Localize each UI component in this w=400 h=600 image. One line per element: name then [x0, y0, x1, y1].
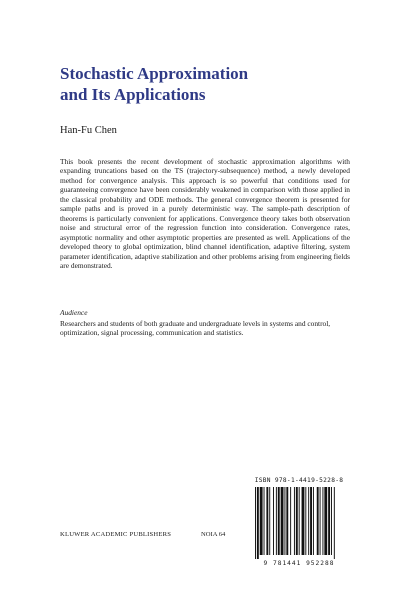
barcode-bar [313, 487, 314, 555]
barcode-bar [334, 487, 335, 559]
barcode-bar [331, 487, 332, 555]
ean-number: 9 781441 952288 [263, 560, 335, 567]
barcode-bar [302, 487, 305, 555]
barcode-bar [324, 487, 327, 555]
series-number: NOIA 64 [201, 531, 226, 538]
barcode-bar [308, 487, 309, 555]
book-title-line-1: Stochastic Approximation [60, 64, 249, 83]
barcode-bar [286, 487, 288, 555]
barcode-bar [296, 487, 298, 555]
barcode-bar [264, 487, 265, 555]
barcode-bar [276, 487, 277, 555]
barcode-bar [284, 487, 285, 555]
barcode-bar [260, 487, 263, 555]
barcode-bar [257, 487, 259, 559]
barcode-bar [266, 487, 268, 555]
barcode-bar [269, 487, 270, 555]
audience-description: Researchers and students of both graduate and undergraduate levels in systems and control, optimization, signal processing, communication and statistics. [60, 319, 331, 338]
barcode-bar [255, 487, 256, 559]
barcode-bar [299, 487, 300, 555]
book-title [60, 63, 360, 105]
barcode-bar [290, 487, 291, 555]
barcode-bar [273, 487, 274, 555]
barcode-bar [328, 487, 330, 555]
barcode-image [253, 487, 345, 559]
author-name: Han-Fu Chen [60, 125, 117, 136]
barcode-bar [294, 487, 295, 555]
barcode-bar [278, 487, 280, 555]
barcode-bar [305, 487, 306, 555]
barcode-bar [317, 487, 319, 555]
book-title-line-2: and Its Applications [60, 85, 206, 104]
audience-heading: Audience [60, 308, 88, 317]
book-description: This book presents the recent development of stochastic approximation algorithms with expanding truncations based on the TS (trajectory-subsequence) method, a newly developed method for convergence analysis. This approach is so powerful that conditions used for guaranteeing convergence have been considerably weakened in comparison with those applied in the classical probability and ODE methods. The general convergence theorem is presented for sample paths and is proved in a purely deterministic way. The sample-path description of theorems is particularly convenient for applications. Convergence theory takes both observation noise and structural error of the regression function into consideration. Convergence rates, asymptotic normality and other asymptotic properties are presented as well. Applications of the developed theory to global optimization, blind channel identification, adaptive filtering, system parameter identification, adaptive stabilization and other problems arising from engineering fields are demonstrated. [60, 157, 350, 270]
publisher-name: KLUWER ACADEMIC PUBLISHERS [60, 531, 172, 538]
barcode-block [251, 477, 347, 569]
barcode-bar [310, 487, 312, 555]
barcode-bar [322, 487, 323, 555]
barcode-bar [281, 487, 284, 555]
barcode-bar [320, 487, 321, 555]
isbn-label: ISBN 978-1-4419-5228-8 [254, 477, 344, 484]
